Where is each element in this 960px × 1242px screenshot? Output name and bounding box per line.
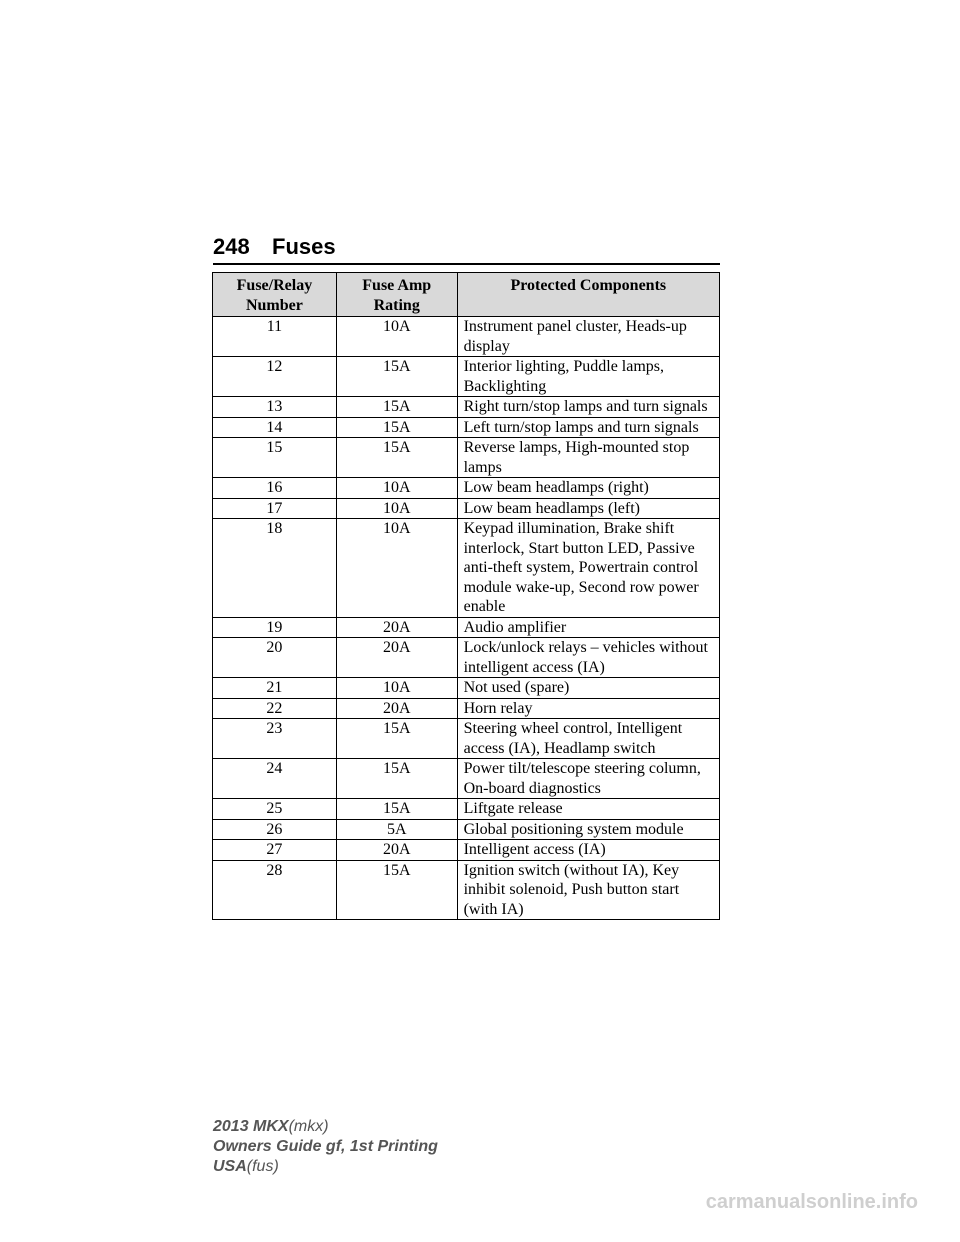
fuse-amp: 15A bbox=[336, 799, 457, 820]
fuse-table bbox=[212, 272, 720, 920]
section-title: Fuses bbox=[272, 234, 336, 259]
table-row bbox=[213, 719, 720, 759]
fuse-components: Ignition switch (without IA), Key inhibit solenoid, Push button start (with IA) bbox=[457, 860, 719, 920]
footer-line-guide bbox=[213, 1137, 438, 1157]
table-row bbox=[213, 617, 720, 638]
fuse-number: 17 bbox=[213, 498, 337, 519]
table-row bbox=[213, 799, 720, 820]
table-row bbox=[213, 638, 720, 678]
table-row bbox=[213, 397, 720, 418]
table-row bbox=[213, 840, 720, 861]
column-header-number: Fuse/Relay Number bbox=[213, 273, 337, 317]
table-row bbox=[213, 317, 720, 357]
column-header-components: Protected Components bbox=[457, 273, 719, 317]
fuse-components: Audio amplifier bbox=[457, 617, 719, 638]
table-row bbox=[213, 478, 720, 499]
fuse-components: Reverse lamps, High-mounted stop lamps bbox=[457, 438, 719, 478]
fuse-number: 14 bbox=[213, 417, 337, 438]
fuse-amp: 20A bbox=[336, 638, 457, 678]
footer-line-market bbox=[213, 1157, 438, 1177]
fuse-components: Intelligent access (IA) bbox=[457, 840, 719, 861]
table-row bbox=[213, 678, 720, 699]
fuse-amp: 15A bbox=[336, 357, 457, 397]
fuse-number: 16 bbox=[213, 478, 337, 499]
fuse-components: Power tilt/telescope steering column, On-board diagnostics bbox=[457, 759, 719, 799]
table-row bbox=[213, 860, 720, 920]
fuse-amp: 15A bbox=[336, 860, 457, 920]
fuse-number: 23 bbox=[213, 719, 337, 759]
fuse-amp: 20A bbox=[336, 617, 457, 638]
fuse-amp: 20A bbox=[336, 840, 457, 861]
table-row bbox=[213, 417, 720, 438]
fuse-components: Right turn/stop lamps and turn signals bbox=[457, 397, 719, 418]
footer-market: USA bbox=[213, 1158, 247, 1175]
fuse-components: Low beam headlamps (left) bbox=[457, 498, 719, 519]
footer-model-code: (mkx) bbox=[288, 1118, 329, 1135]
header-rule bbox=[213, 263, 720, 265]
fuse-components: Liftgate release bbox=[457, 799, 719, 820]
fuse-amp: 15A bbox=[336, 417, 457, 438]
fuse-amp: 15A bbox=[336, 759, 457, 799]
fuse-amp: 10A bbox=[336, 678, 457, 699]
fuse-amp: 15A bbox=[336, 719, 457, 759]
fuse-components: Not used (spare) bbox=[457, 678, 719, 699]
fuse-amp: 10A bbox=[336, 478, 457, 499]
footer-market-code: (fus) bbox=[246, 1158, 279, 1175]
table-row bbox=[213, 759, 720, 799]
fuse-number: 18 bbox=[213, 519, 337, 618]
fuse-number: 15 bbox=[213, 438, 337, 478]
fuse-components: Global positioning system module bbox=[457, 819, 719, 840]
fuse-number: 28 bbox=[213, 860, 337, 920]
fuse-number: 19 bbox=[213, 617, 337, 638]
table-row bbox=[213, 519, 720, 618]
fuse-components: Keypad illumination, Brake shift interlock, Start button LED, Passive anti-theft system, Powertrain control module wake-up, Second row power enable bbox=[457, 519, 719, 618]
fuse-number: 11 bbox=[213, 317, 337, 357]
fuse-components: Steering wheel control, Intelligent access (IA), Headlamp switch bbox=[457, 719, 719, 759]
fuse-components: Interior lighting, Puddle lamps, Backlighting bbox=[457, 357, 719, 397]
fuse-components: Horn relay bbox=[457, 698, 719, 719]
table-header-row bbox=[213, 273, 720, 317]
fuse-amp: 15A bbox=[336, 438, 457, 478]
fuse-number: 22 bbox=[213, 698, 337, 719]
fuse-components: Instrument panel cluster, Heads-up display bbox=[457, 317, 719, 357]
fuse-components: Low beam headlamps (right) bbox=[457, 478, 719, 499]
document-footer bbox=[213, 1117, 438, 1177]
table-row bbox=[213, 819, 720, 840]
column-header-amp: Fuse Amp Rating bbox=[336, 273, 457, 317]
fuse-number: 20 bbox=[213, 638, 337, 678]
footer-guide-edition: Owners Guide gf, 1st Printing bbox=[213, 1138, 438, 1155]
fuse-number: 27 bbox=[213, 840, 337, 861]
table-row bbox=[213, 498, 720, 519]
fuse-number: 13 bbox=[213, 397, 337, 418]
fuse-components: Left turn/stop lamps and turn signals bbox=[457, 417, 719, 438]
fuse-number: 25 bbox=[213, 799, 337, 820]
table-row bbox=[213, 438, 720, 478]
fuse-amp: 10A bbox=[336, 498, 457, 519]
fuse-amp: 10A bbox=[336, 519, 457, 618]
fuse-number: 24 bbox=[213, 759, 337, 799]
fuse-amp: 10A bbox=[336, 317, 457, 357]
table-row bbox=[213, 357, 720, 397]
watermark: carmanualsonline.info bbox=[705, 1191, 918, 1213]
table-row bbox=[213, 698, 720, 719]
fuse-number: 21 bbox=[213, 678, 337, 699]
fuse-number: 12 bbox=[213, 357, 337, 397]
fuse-amp: 15A bbox=[336, 397, 457, 418]
fuse-amp: 20A bbox=[336, 698, 457, 719]
fuse-number: 26 bbox=[213, 819, 337, 840]
page-number: 248 bbox=[213, 234, 250, 259]
fuse-components: Lock/unlock relays – vehicles without intelligent access (IA) bbox=[457, 638, 719, 678]
fuse-amp: 5A bbox=[336, 819, 457, 840]
page-header bbox=[213, 234, 720, 260]
footer-model-name: 2013 MKX bbox=[213, 1118, 289, 1135]
footer-line-model bbox=[213, 1117, 438, 1137]
